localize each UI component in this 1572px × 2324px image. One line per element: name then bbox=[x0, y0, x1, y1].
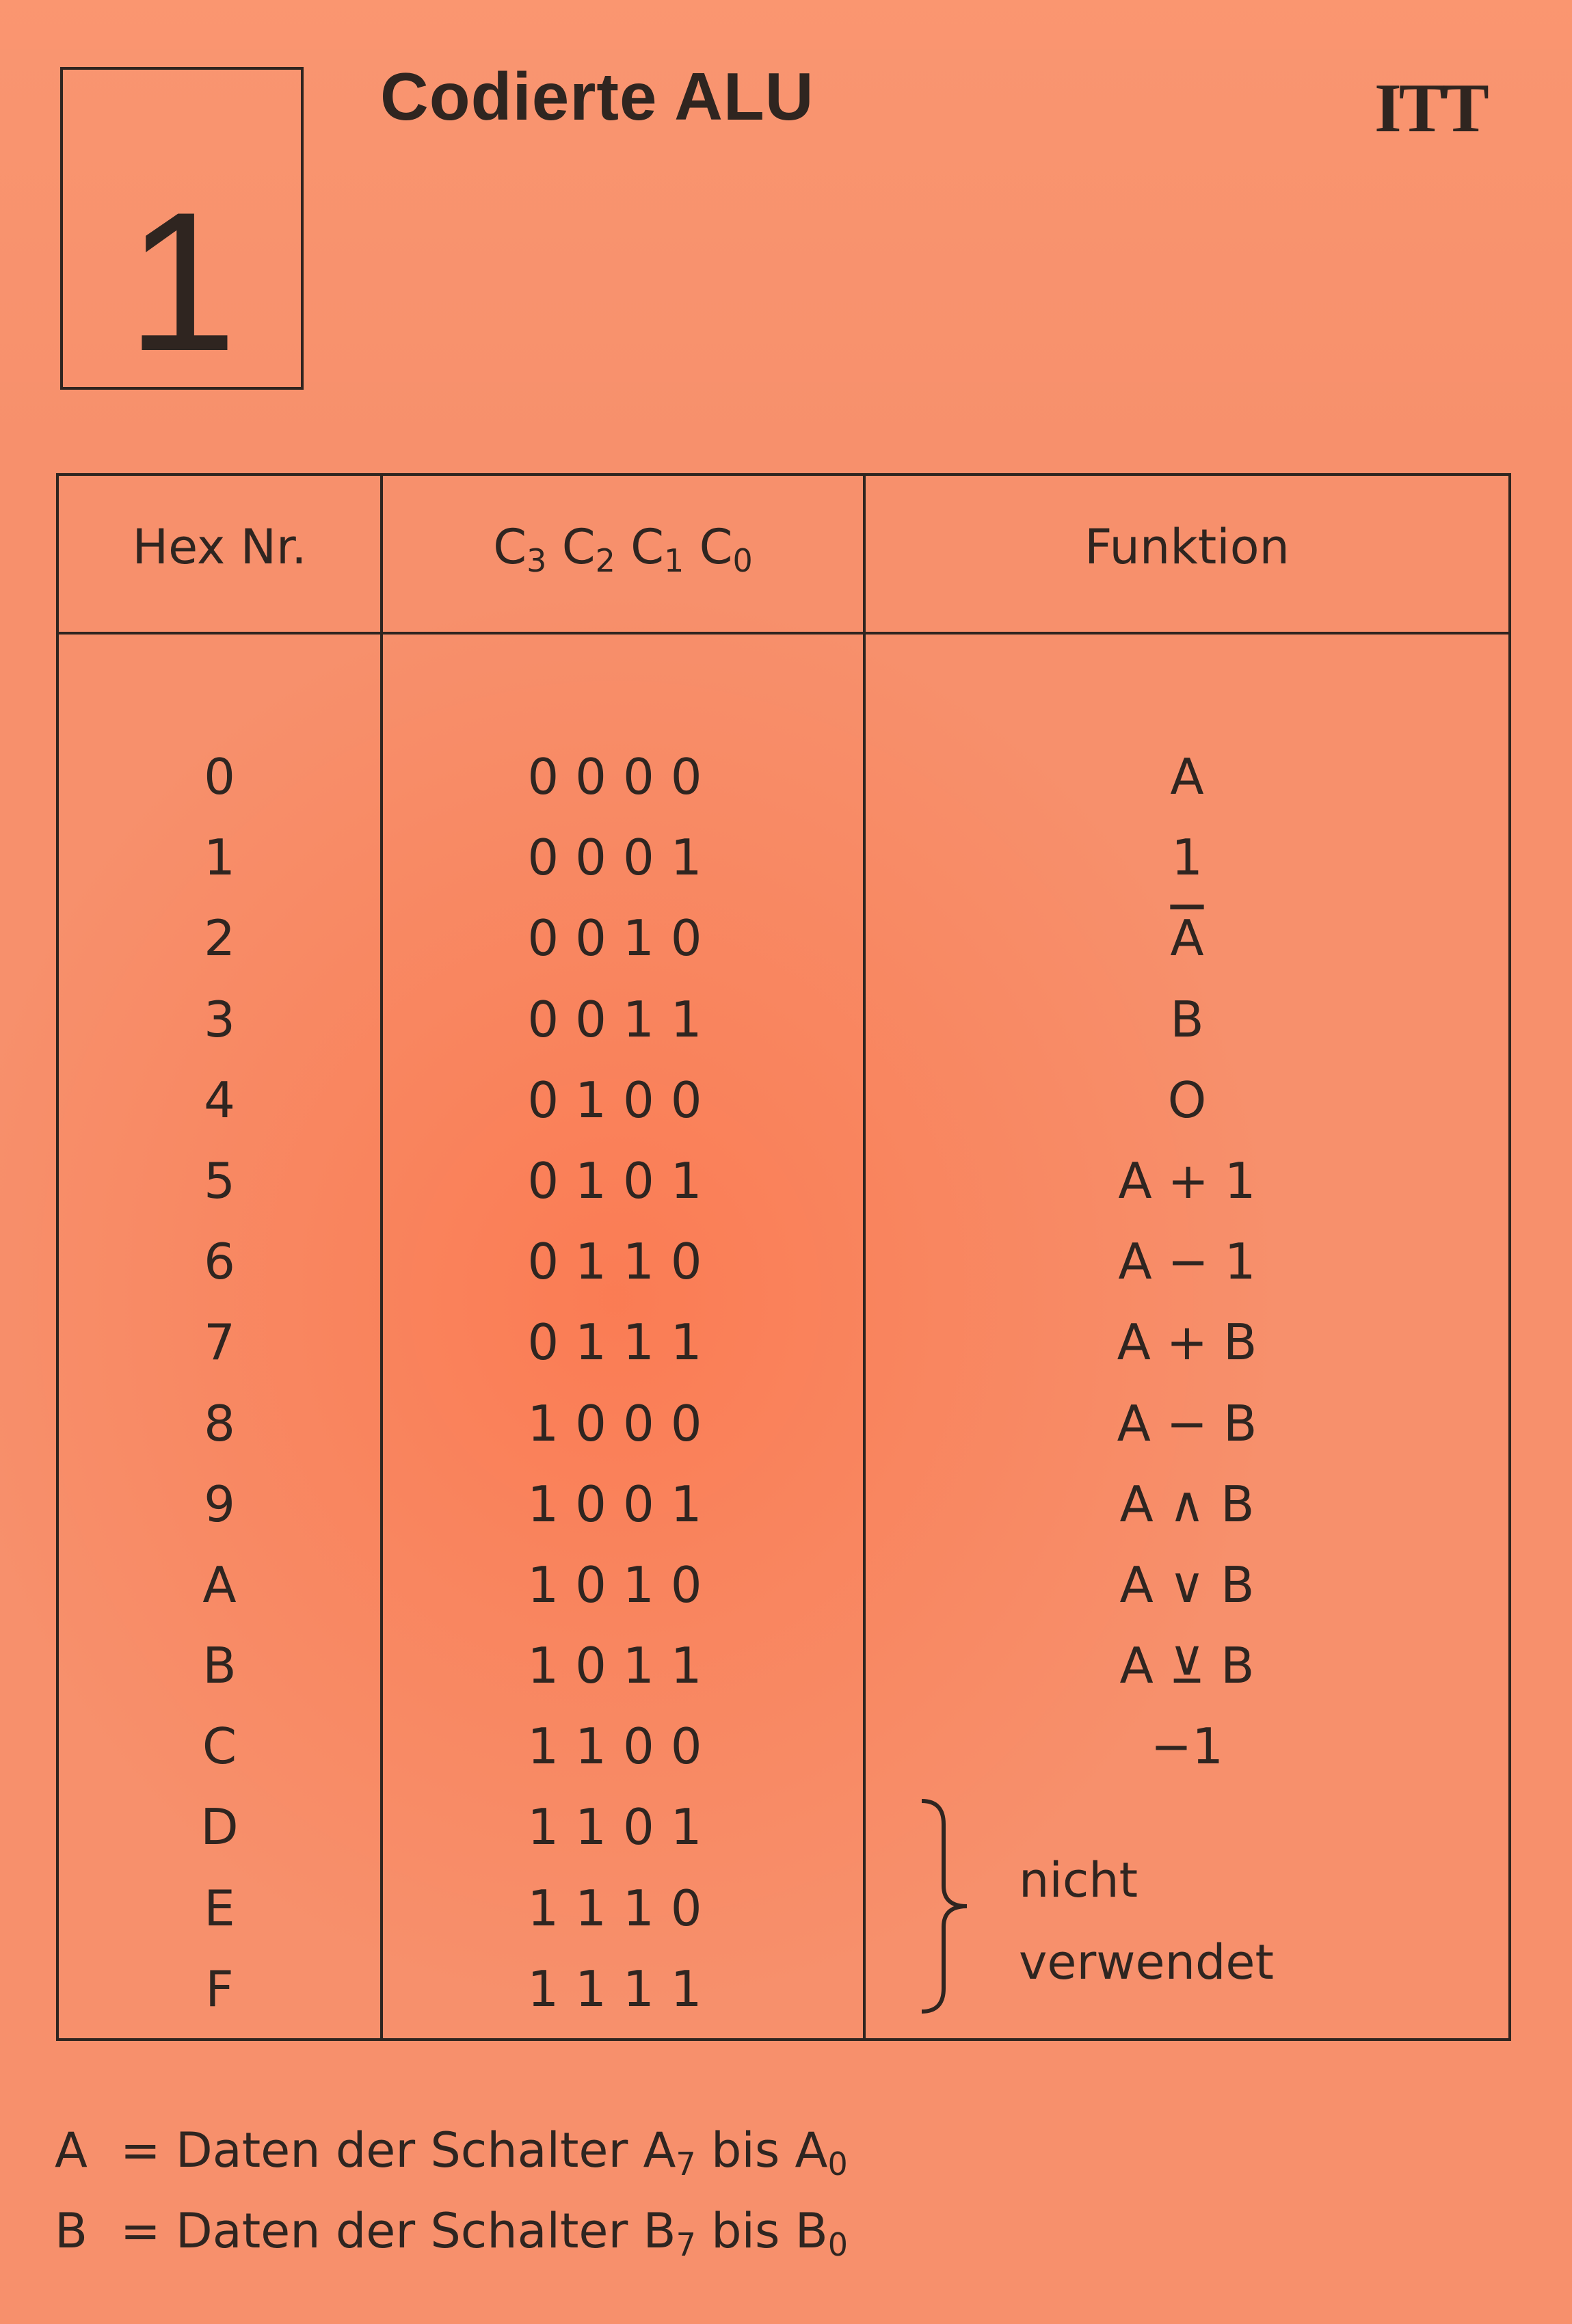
function-column bbox=[866, 745, 1508, 1795]
hex-value: 3 bbox=[204, 990, 235, 1048]
code-value: 0001 bbox=[527, 829, 719, 887]
code-value: 0010 bbox=[527, 909, 719, 967]
legend-a: A = Daten der Schalter $A_7$ bis $A_0$ bbox=[55, 2122, 848, 2182]
hex-column bbox=[59, 745, 380, 2038]
function-value bbox=[866, 907, 1508, 987]
function-value: B bbox=[1170, 990, 1204, 1048]
hex-value: D bbox=[200, 1798, 239, 1856]
code-column bbox=[383, 745, 863, 2038]
legend-b: B = Daten der Schalter $B_7$ bis $B_0$ bbox=[55, 2203, 849, 2263]
hex-value: 8 bbox=[204, 1394, 235, 1452]
hex-value: 9 bbox=[204, 1475, 235, 1533]
hex-value: B bbox=[202, 1637, 237, 1695]
header-hex: Hex Nr. bbox=[132, 519, 307, 575]
code-value: 1101 bbox=[527, 1798, 719, 1856]
code-value: 0000 bbox=[527, 748, 719, 805]
function-value: −1 bbox=[1150, 1718, 1224, 1776]
hex-value: A bbox=[202, 1555, 237, 1614]
code-value: 1111 bbox=[527, 1960, 719, 2018]
unused-line-2: verwendet bbox=[1019, 1934, 1274, 1990]
header-code: $C_3$ $C_2$ $C_1$ $C_0$ bbox=[493, 519, 753, 579]
code-value: 1011 bbox=[527, 1637, 719, 1695]
function-value: A ∨ B bbox=[1119, 1555, 1255, 1614]
hex-value: 6 bbox=[204, 1233, 235, 1291]
legend-key: A bbox=[55, 2122, 88, 2178]
code-value: 1100 bbox=[527, 1718, 719, 1776]
code-value: 0111 bbox=[527, 1313, 719, 1372]
function-value: A − 1 bbox=[1118, 1233, 1256, 1291]
hex-value: E bbox=[204, 1879, 235, 1937]
hex-value: F bbox=[205, 1960, 234, 2018]
code-value: 1010 bbox=[527, 1555, 719, 1614]
header-divider bbox=[56, 632, 1511, 635]
function-value: A − B bbox=[1117, 1394, 1257, 1452]
card-number-box bbox=[60, 67, 304, 390]
hex-value: 7 bbox=[204, 1313, 235, 1372]
code-value: 0110 bbox=[527, 1233, 719, 1291]
code-value: 0100 bbox=[527, 1071, 719, 1129]
function-value: A bbox=[1170, 748, 1204, 805]
function-value: A ⊻ B bbox=[1119, 1637, 1255, 1695]
unused-note bbox=[1019, 1839, 1274, 2003]
legend-key: B bbox=[55, 2203, 88, 2259]
function-value: A + 1 bbox=[1118, 1151, 1256, 1210]
function-value: O bbox=[1167, 1071, 1207, 1129]
function-not-a: $\overline{A}$ bbox=[1170, 909, 1204, 967]
code-value: 0011 bbox=[527, 990, 719, 1048]
hex-value: C bbox=[202, 1718, 237, 1776]
function-value: 1 bbox=[1171, 829, 1203, 887]
hex-value: 5 bbox=[204, 1151, 235, 1210]
hex-value: 2 bbox=[204, 909, 235, 967]
code-value: 1110 bbox=[527, 1879, 719, 1937]
itt-logo: ITT bbox=[1374, 70, 1487, 147]
function-value: A ∧ B bbox=[1119, 1475, 1255, 1533]
card-number: 1 bbox=[126, 171, 237, 392]
code-value: 1001 bbox=[527, 1475, 719, 1533]
card-title: Codierte ALU bbox=[380, 59, 814, 134]
code-value: 1000 bbox=[527, 1394, 719, 1452]
header-function: Funktion bbox=[1084, 519, 1290, 575]
function-value: A + B bbox=[1117, 1313, 1257, 1372]
unused-line-1: nicht bbox=[1019, 1852, 1138, 1908]
hex-value: 0 bbox=[204, 748, 235, 805]
code-value: 0101 bbox=[527, 1151, 719, 1210]
hex-value: 1 bbox=[204, 829, 235, 887]
curly-brace-icon bbox=[916, 1797, 978, 2016]
hex-value: 4 bbox=[204, 1071, 235, 1129]
